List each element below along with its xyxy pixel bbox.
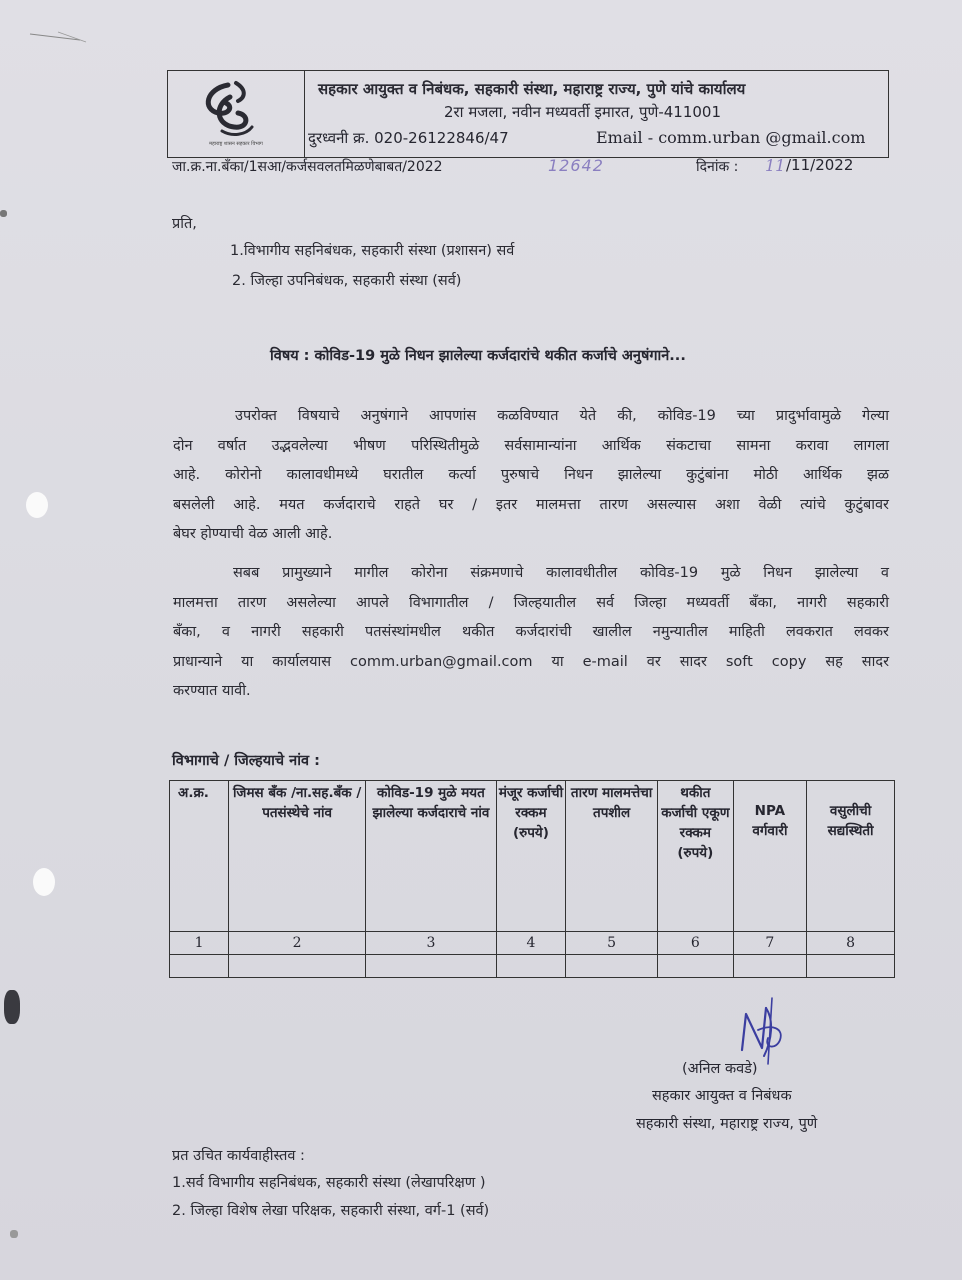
paragraph-line: दोन वर्षात उद्भवलेल्या भीषण परिस्थितीमुळे सर्वसामान्यांना आर्थिक संकटाचा सामना करावा लागला xyxy=(173,437,889,454)
column-number: 2 xyxy=(229,932,366,955)
subject-line: विषय : कोविड-19 मुळे निधन झालेल्या कर्जदारांचे थकीत कर्जाचे अनुषंगाने... xyxy=(270,348,686,364)
scan-dot xyxy=(10,1230,18,1238)
paragraph-line: आहे. कोरोनो कालावधीमध्ये घरातील कर्त्या पुरुषाचे निधन झालेल्या कुटुंबांना मोठी आर्थिक झळ xyxy=(173,467,889,483)
addressee-2: 2. जिल्हा उपनिबंधक, सहकारी संस्था (सर्व) xyxy=(232,273,462,289)
paragraph-line: बँका, व नागरी सहकारी पतसंस्थांमधील थकीत कर्जदारांची खालील नमुन्यातील माहिती लवकरात लवकर xyxy=(173,624,889,640)
scan-scratch xyxy=(28,30,88,44)
header-borrower-name: कोविड-19 मुळे मयत झालेल्या कर्जदाराचे नांव xyxy=(366,781,497,932)
scan-dot xyxy=(0,210,7,217)
copy-to-2: 2. जिल्हा विशेष लेखा परिक्षक, सहकारी संस्था, वर्ग-1 (सर्व) xyxy=(172,1203,490,1219)
signatory-designation: सहकार आयुक्त व निबंधक xyxy=(652,1088,792,1104)
scan-speck xyxy=(26,492,48,518)
scan-hole-mark xyxy=(4,990,20,1024)
column-number: 3 xyxy=(366,932,497,955)
table-number-row xyxy=(170,932,895,955)
office-email: Email - comm.urban @gmail.com xyxy=(596,128,866,147)
header-serial-no: अ.क्र. xyxy=(170,781,229,932)
empty-cell xyxy=(229,955,366,978)
table-header-row xyxy=(170,781,895,932)
column-number: 7 xyxy=(733,932,807,955)
addressee-1: 1.विभागीय सहनिबंधक, सहकारी संस्था (प्रशासन) सर्व xyxy=(230,243,515,259)
header-recovery-status: वसुलीची सद्यस्थिती xyxy=(807,781,895,932)
office-phone: दुरध्वनी क्र. 020-26122846/47 xyxy=(308,129,509,147)
paragraph-line: करण्यात यावी. xyxy=(173,683,251,699)
empty-cell xyxy=(170,955,229,978)
signatory-name: (अनिल कवडे) xyxy=(682,1061,758,1077)
to-label: प्रति, xyxy=(172,216,197,232)
date-label: दिनांक : xyxy=(696,159,739,175)
copy-to-1: 1.सर्व विभागीय सहनिबंधक, सहकारी संस्था (लेखापरिक्षण ) xyxy=(172,1175,486,1191)
empty-cell xyxy=(496,955,565,978)
column-number: 4 xyxy=(496,932,565,955)
empty-cell xyxy=(566,955,658,978)
date-month-year: /11/2022 xyxy=(786,156,854,174)
scan-speck xyxy=(33,868,55,896)
paragraph-line: बेघर होण्याची वेळ आली आहे. xyxy=(173,526,333,542)
column-number: 5 xyxy=(566,932,658,955)
empty-cell xyxy=(366,955,497,978)
body-paragraph-2 xyxy=(173,559,889,707)
header-npa-category: NPA वर्गवारी xyxy=(733,781,807,932)
body-paragraph-1 xyxy=(173,402,889,550)
header-collateral-details: तारण मालमत्तेचा तपशील xyxy=(566,781,658,932)
empty-cell xyxy=(658,955,734,978)
handwritten-outward-number: 12642 xyxy=(548,156,604,175)
department-emblem-icon xyxy=(188,79,284,141)
paragraph-line: सबब प्रामुख्याने मागील कोरोना संक्रमणाचे कालावधीतील कोविड-19 मुळे निधन झालेल्या व xyxy=(233,565,889,581)
office-address: 2रा मजला, नवीन मध्यवर्ती इमारत, पुणे-411001 xyxy=(444,103,721,121)
column-number: 8 xyxy=(807,932,895,955)
emblem-box xyxy=(168,71,305,157)
header-outstanding-amount: थकीत कर्जाची एकूण रक्कम (रुपये) xyxy=(658,781,734,932)
empty-cell xyxy=(733,955,807,978)
table-empty-row xyxy=(170,955,895,978)
column-number: 1 xyxy=(170,932,229,955)
paragraph-line: उपरोक्त विषयाचे अनुषंगाने आपणांस कळविण्यात येते की, कोविड-19 च्या प्रादुर्भावामुळे गेल्या xyxy=(235,408,889,424)
empty-cell xyxy=(807,955,895,978)
reference-number: जा.क्र.ना.बँका/1सआ/कर्जसवलतमिळणेबाबत/2022 xyxy=(172,159,443,175)
handwritten-date-day: 11 xyxy=(765,156,786,175)
paragraph-line: बसलेली आहे. मयत कर्जदाराचे राहते घर / इतर मालमत्ता तारण असल्यास अशा वेळी त्यांचे कुटुंबावर xyxy=(173,496,889,513)
header-sanctioned-amount: मंजूर कर्जाची रक्कम (रुपये) xyxy=(496,781,565,932)
office-title: सहकार आयुक्त व निबंधक, सहकारी संस्था, महाराष्ट्र राज्य, पुणे यांचे कार्यालय xyxy=(318,80,746,98)
header-bank-name: जिमस बँक /ना.सह.बँक /पतसंस्थेचे नांव xyxy=(229,781,366,932)
letterhead xyxy=(167,70,889,158)
emblem-caption: महाराष्ट्र शासन सहकार विभाग xyxy=(209,141,263,147)
column-number: 6 xyxy=(658,932,734,955)
signatory-office: सहकारी संस्था, महाराष्ट्र राज्य, पुणे xyxy=(636,1116,818,1132)
table-heading: विभागाचे / जिल्हयाचे नांव : xyxy=(172,753,320,769)
paragraph-line: प्राधान्याने या कार्यालयास comm.urban@gmail.com या e-mail वर सादर soft copy सह सादर xyxy=(173,653,889,670)
paragraph-line: मालमत्ता तारण असलेल्या आपले विभागातील / जिल्हयातील सर्व जिल्हा मध्यवर्ती बँका, नागरी सहकारी xyxy=(173,594,889,611)
copy-to-heading: प्रत उचित कार्यवाहीस्तव : xyxy=(172,1148,305,1164)
information-format-table xyxy=(169,780,895,978)
